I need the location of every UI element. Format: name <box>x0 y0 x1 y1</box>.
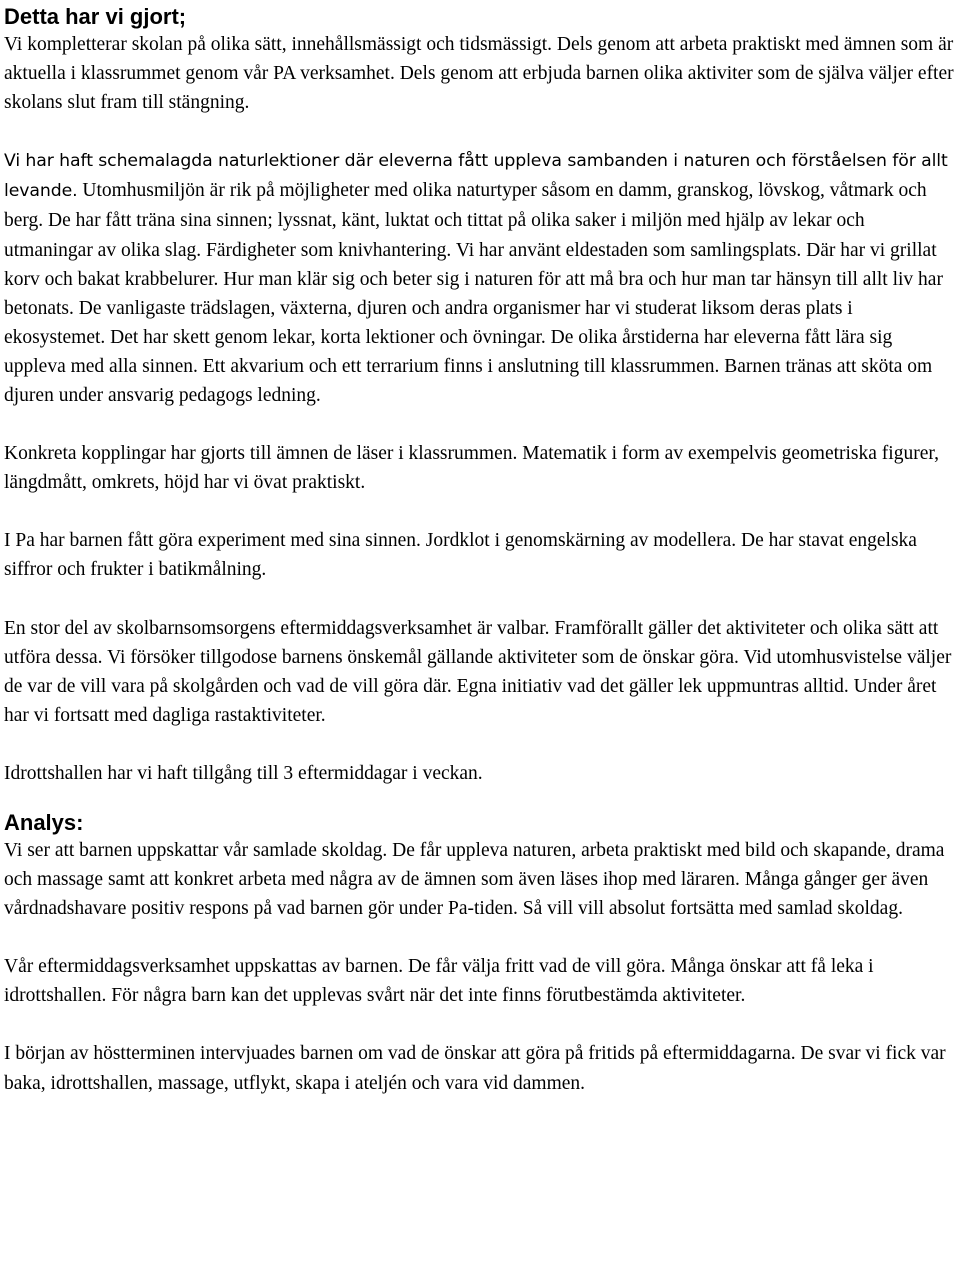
paragraph-analys-eftermiddag: Vår eftermiddagsverksamhet uppskattas av barnen. De får välja fritt vad de vill göra. Många önskar att få leka i idrottshallen. För några barn kan det upplevas svårt när det inte finns förutbestämda aktiviteter. <box>4 956 874 1007</box>
paragraph-eftermiddagsverksamhet: En stor del av skolbarnsomsorgens eftermiddagsverksamhet är valbar. Framförallt gäller det aktiviteter och olika sätt att utföra dessa. Vi försöker tillgodose barnens önskemål gällande aktiviteter som de önskar göra. Vid utomhusvistelse väljer de var de vill vara på skolgården och vad de vill göra där. Egna initiativ vad det gäller lek uppmuntras alltid. Under året har vi fortsatt med dagliga rastaktiviteter. <box>4 617 952 726</box>
naturlektioner-body-text: Utomhusmiljön är rik på möjligheter med olika naturtyper såsom en damm, granskog, lövskog, våtmark och berg. De har fått träna sina sinnen; lyssnat, känt, luktat och tittat på olika saker i miljön med hjälp av lekar och utmaningar av olika slag. Färdigheter som knivhantering. Vi har använt eldestaden som samlingsplats. Där har vi grillat korv och bakat krabbelurer. Hur man klär sig och beter sig i naturen för att må bra och hur man tar hänsyn till allt liv har betonats. De vanligaste trädslagen, växterna, djuren och andra organismer har vi studerat liksom deras plats i ekosystemet. Det har skett genom lekar, korta lektioner och övningar. De olika årstiderna har eleverna fått lära sig uppleva med alla sinnen. Ett akvarium och ett terrarium finns i anslutning till klassrummen. Barnen tränas att sköta om djuren under ansvarig pedagogs ledning. <box>4 180 943 407</box>
paragraph-komplettering: Vi kompletterar skolan på olika sätt, innehållsmässigt och tidsmässigt. Dels genom att arbeta praktiskt med ämnen som är aktuella i klassrummet genom vår PA verksamhet. Dels genom att erbjuda barnen olika aktiviter som de själva väljer efter skolans slut fram till stängning. <box>4 34 954 114</box>
document-page <box>4 0 956 1098</box>
heading-detta-har-vi-gjort: Detta har vi gjort; <box>4 4 187 29</box>
paragraph-naturlektioner <box>4 146 956 410</box>
paragraph-idrottshallen: Idrottshallen har vi haft tillgång till 3 eftermiddagar i veckan. <box>4 762 483 784</box>
naturlektioner-lead-text: Vi har haft schemalagda naturlektioner där eleverna fått uppleva sambanden i naturen och förståelsen för allt levande. <box>4 151 948 202</box>
paragraph-analys-skoldag: Vi ser att barnen uppskattar vår samlade skoldag. De får uppleva naturen, arbeta praktiskt med bild och skapande, drama och massage samt att konkret arbeta med några av de ämnen som även läses ihop med läraren. Många gånger ger även vårdnadshavare positiv respons på vad barnen gör under Pa-tiden. Så vill vill absolut fortsätta med samlad skoldag. <box>4 839 945 920</box>
paragraph-experiment: I Pa har barnen fått göra experiment med sina sinnen. Jordklot i genomskärning av modellera. De har stavat engelska siffror och frukter i batikmålning. <box>4 530 917 581</box>
heading-analys: Analys: <box>4 809 84 835</box>
paragraph-analys-intervju: I början av höstterminen intervjuades barnen om vad de önskar att göra på fritids på eftermiddagarna. De svar vi fick var baka, idrottshallen, massage, utflykt, skapa i ateljén och vara vid dammen. <box>4 1043 946 1094</box>
paragraph-kopplingar: Konkreta kopplingar har gjorts till ämnen de läser i klassrummen. Matematik i form av exempelvis geometriska figurer, längdmått, omkrets, höjd har vi övat praktiskt. <box>4 443 939 494</box>
